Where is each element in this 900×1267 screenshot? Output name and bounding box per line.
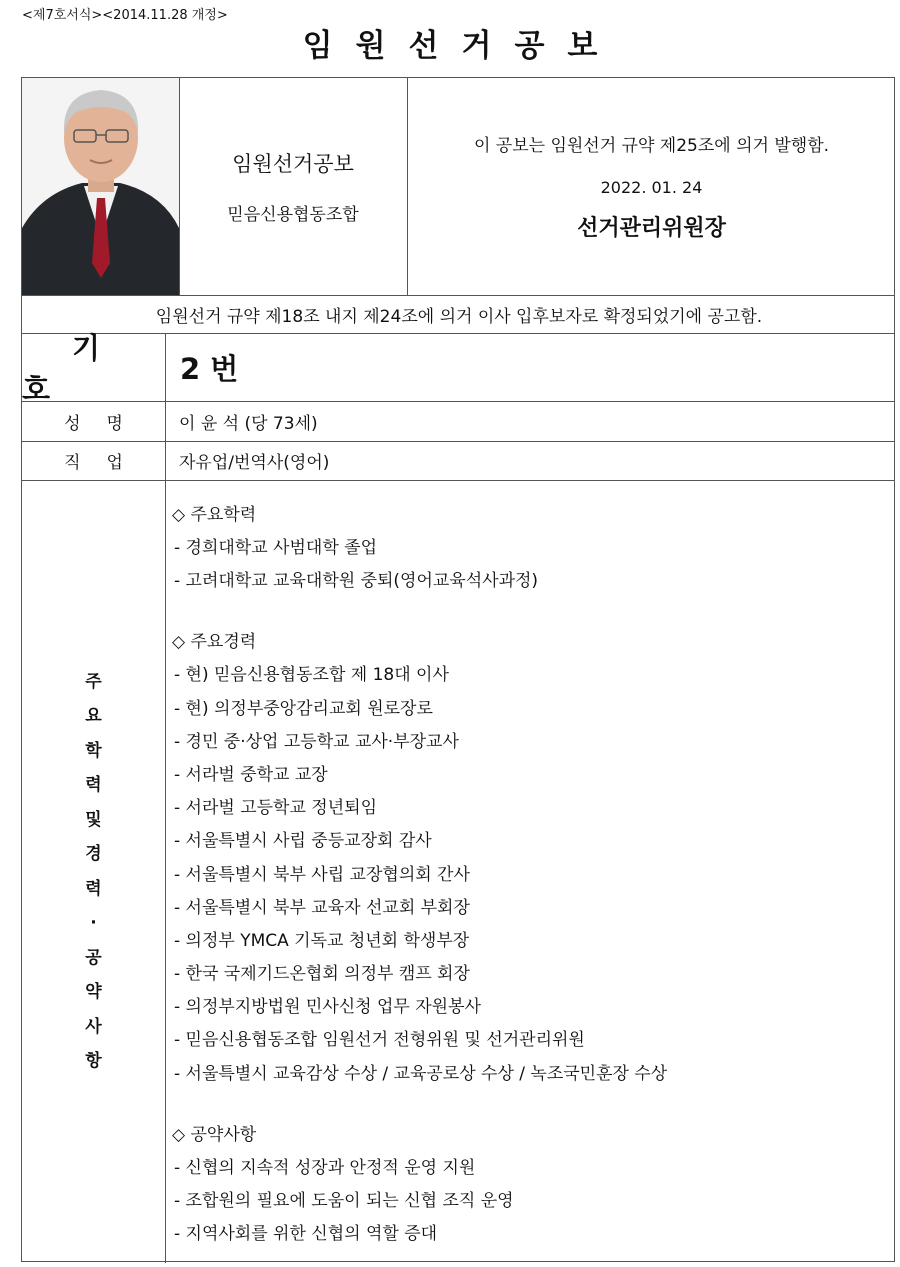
pledges-heading: ◇ 공약사항 [172, 1124, 257, 1145]
notice-title: 임원선거공보 [232, 152, 354, 176]
list-item: - 의정부지방법원 민사신청 업무 자원봉사 [174, 997, 481, 1018]
list-item: - 한국 국제기드온협회 의정부 캠프 회장 [174, 964, 470, 985]
form-number: <제7호서식><2014.11.28 개정> [22, 8, 228, 23]
label-char: 약 [85, 982, 102, 1002]
candidate-photo [22, 78, 179, 295]
portrait-image [22, 78, 179, 295]
label-char: 주 [85, 671, 102, 692]
label-char: · [90, 913, 97, 933]
legal-basis: 이 공보는 임원선거 규약 제25조에 의거 발행함. [473, 136, 830, 156]
list-item: - 경민 중·상업 고등학교 교사·부장교사 [174, 731, 459, 752]
list-item: - 의정부 YMCA 기독교 청년회 학생부장 [174, 930, 470, 951]
list-item: - 현) 믿음신용협동조합 제 18대 이사 [174, 665, 449, 686]
label-char: 항 [85, 1051, 102, 1071]
organization-name: 믿음신용협동조합 [227, 205, 359, 225]
list-item: - 서라벌 중학교 교장 [174, 764, 328, 785]
notice-title-cell [179, 78, 407, 295]
list-item: - 서라벌 고등학교 정년퇴임 [174, 798, 377, 819]
list-item: - 고려대학교 교육대학원 중퇴(영어교육석사과정) [174, 571, 539, 592]
label-char: 경 [85, 844, 102, 864]
issuer-title: 선거관리위원장 [577, 216, 726, 241]
divider [165, 333, 166, 1263]
announcement: 임원선거 규약 제18조 내지 제24조에 의거 이사 입후보자로 확정되었기에 공고함. [155, 306, 763, 327]
list-item: - 조합원의 필요에 도움이 되는 신협 조직 운영 [174, 1191, 514, 1211]
issuer-cell [407, 78, 896, 295]
issue-date: 2022. 01. 24 [600, 178, 703, 197]
label-char: 사 [85, 1016, 102, 1037]
job-value: 자유업/번역사(영어) [179, 453, 330, 473]
career-heading: ◇ 주요경력 [172, 632, 257, 653]
name-value: 이 윤 석 (당 73세) [179, 413, 318, 434]
list-item: - 믿음신용협동조합 임원선거 전형위원 및 선거관리위원 [174, 1030, 585, 1051]
list-item: - 서울특별시 북부 교육자 선교회 부회장 [174, 897, 470, 918]
career-section-label [22, 480, 165, 1263]
list-item: - 현) 의정부중앙감리교회 원로장로 [174, 698, 433, 719]
election-notice-sheet [21, 77, 895, 1262]
name-label: 성명 [64, 413, 149, 434]
list-item: - 서울특별시 북부 사립 교장협의회 간사 [174, 864, 470, 885]
label-char: 학 [85, 740, 102, 761]
list-item: - 서울특별시 사립 중등교장회 감사 [174, 831, 432, 852]
label-char: 공 [85, 947, 102, 968]
list-item: - 경희대학교 사범대학 졸업 [174, 538, 377, 558]
page-title: 임원선거공보 [302, 28, 621, 64]
list-item: - 서울특별시 교육감상 수상 / 교육공로상 수상 / 녹조국민훈장 수상 [174, 1063, 668, 1084]
symbol-label: 기호 [22, 331, 151, 406]
job-label: 직업 [64, 453, 149, 473]
list-item: - 지역사회를 위한 신협의 역할 증대 [174, 1224, 438, 1245]
career-content [172, 480, 872, 1251]
list-item: - 신협의 지속적 성장과 안정적 운영 지원 [174, 1157, 476, 1178]
education-heading: ◇ 주요학력 [172, 505, 257, 525]
label-char: 및 [85, 809, 102, 830]
label-char: 요 [85, 706, 102, 726]
label-char: 력 [85, 775, 102, 795]
label-char: 력 [85, 878, 102, 899]
symbol-value: 2 번 [180, 351, 239, 386]
